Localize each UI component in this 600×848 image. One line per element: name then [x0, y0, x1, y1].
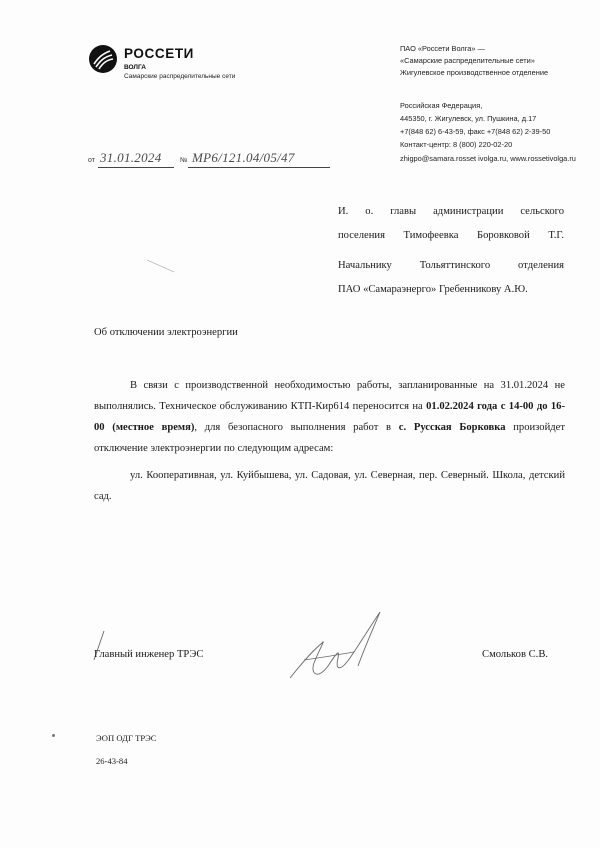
- addressee-line3: Начальнику Тольяттинского отделения: [338, 260, 564, 271]
- executor-phone: 26-43-84: [96, 756, 128, 766]
- registration-date: 31.01.2024: [100, 150, 162, 165]
- registration-number: МР6/121.04/05/47: [192, 150, 295, 165]
- body-text-part1: В связи с производственной необходимостью работы, запланированные на 31.01.2024 не выполнялись. Техническое обслуживанию КТП-Кир614 переносится на: [94, 380, 565, 412]
- company-logo: [88, 42, 278, 102]
- date-underline: [98, 167, 174, 168]
- sender-email-web: zhigpo@samara.rosset ivolga.ru, www.rossetivolga.ru: [400, 154, 576, 163]
- addressee-line4: ПАО «Самараэнерго» Гребенникову А.Ю.: [338, 284, 528, 295]
- scan-mark: [146, 258, 176, 274]
- sender-org-line1: ПАО «Россети Волга» —: [400, 44, 485, 53]
- signatory-name: Смольков С.В.: [482, 649, 549, 660]
- signatory-title: Главный инженер ТРЭС: [94, 649, 204, 660]
- address-list: ул. Кооперативная, ул. Куйбышева, ул. Садовая, ул. Северная, пер. Северный. Школа, детский сад.: [94, 470, 565, 502]
- sender-phone-fax: +7(848 62) 6-43-59, факс +7(848 62) 2-39-50: [400, 127, 551, 136]
- logo-brand: РОССЕТИ: [124, 46, 194, 61]
- sender-department: Жигулевское производственное отделение: [400, 68, 549, 77]
- addressee-line1: И. о. главы администрации сельского: [338, 206, 564, 217]
- outage-date: 01.02.2024 года с 14-00 до 16-00 (местное время): [94, 401, 565, 433]
- sender-address: 445350, г. Жигулевск, ул. Пушкина, д.17: [400, 114, 537, 123]
- body-text-part2: , для безопасного выполнения работ в: [194, 422, 392, 433]
- number-label: №: [180, 157, 188, 164]
- date-label: от: [88, 157, 95, 164]
- logo-subtitle: Самарские распределительные сети: [124, 73, 236, 80]
- body-paragraph: [94, 375, 565, 459]
- logo-region: ВОЛГА: [124, 64, 146, 71]
- handwritten-signature: [280, 608, 390, 688]
- number-underline: [188, 167, 330, 168]
- addressee-line2: поселения Тимофеевка Боровковой Т.Г.: [338, 230, 564, 241]
- scan-dot: [52, 734, 55, 737]
- rosseti-emblem-icon: [88, 44, 118, 74]
- letter-subject: Об отключении электроэнергии: [94, 327, 238, 338]
- outage-place: с. Русская Борковка: [398, 422, 506, 433]
- sender-org-line2: «Самарские распределительные сети»: [400, 56, 535, 65]
- body-text-part3: произойдет отключение электроэнергии по следующим адресам:: [94, 422, 565, 454]
- letter-body: [94, 375, 565, 507]
- executor-office: ЭОП ОДГ ТРЭС: [96, 733, 157, 743]
- sender-contact-center: Контакт-центр: 8 (800) 220-02-20: [400, 140, 513, 149]
- registration-line: [88, 150, 333, 170]
- sender-country: Российская Федерация,: [400, 101, 483, 110]
